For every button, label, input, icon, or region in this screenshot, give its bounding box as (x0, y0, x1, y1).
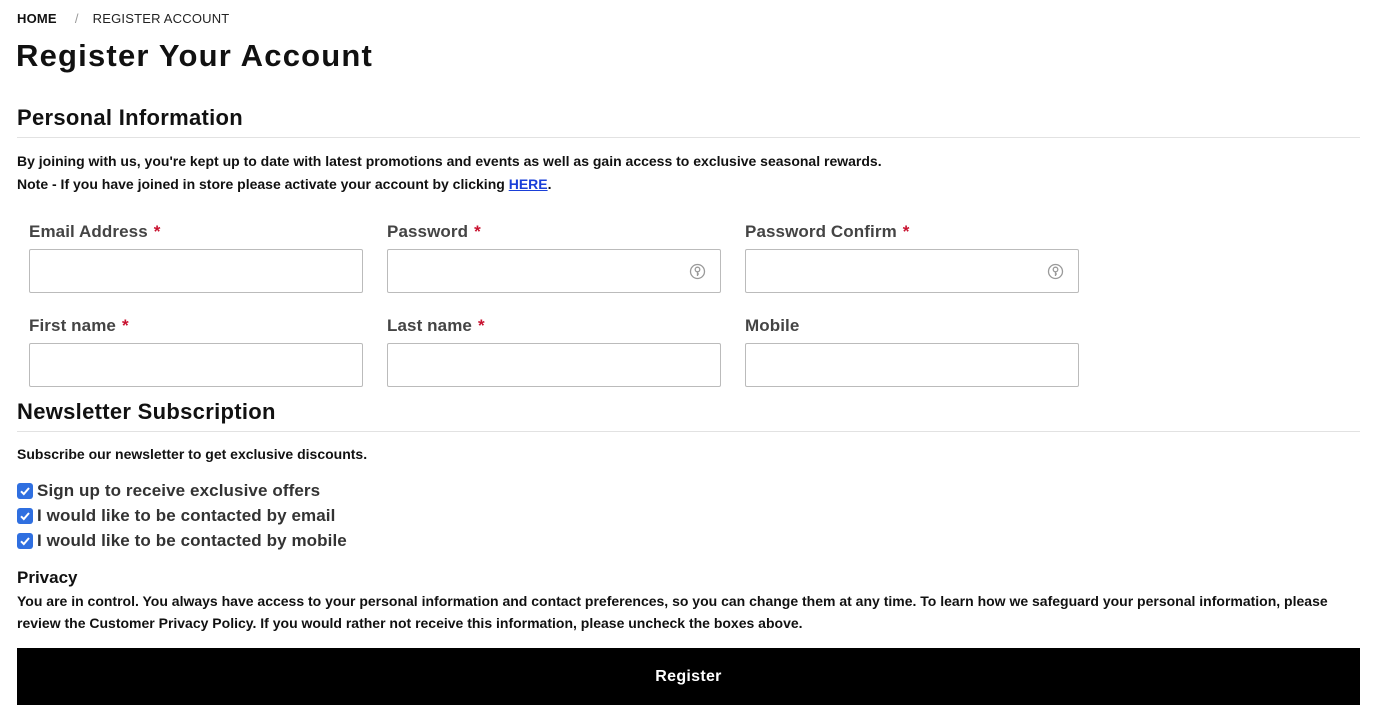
last-name-label-text: Last name (387, 316, 472, 335)
section-divider (17, 137, 1360, 138)
mobile-contact-checkbox-row[interactable] (17, 530, 347, 552)
first-name-field-group (29, 316, 363, 387)
required-marker: * (121, 316, 129, 335)
privacy-text: You are in control. You always have access to your personal information and contact preferences, so you can change them at any time. To learn how we safeguard your personal information, please review the Customer Privacy Policy. If you would rather not receive this information, please uncheck the boxes above. (17, 593, 1328, 631)
section-divider (17, 431, 1360, 432)
email-label (29, 222, 363, 244)
password-confirm-label-text: Password Confirm (745, 222, 897, 241)
checkmark-icon (19, 535, 31, 547)
offers-checkbox[interactable] (17, 483, 33, 499)
offers-checkbox-label[interactable]: Sign up to receive exclusive offers (37, 481, 321, 500)
last-name-field-group (387, 316, 721, 387)
mobile-contact-checkbox-label[interactable]: I would like to be contacted by mobile (37, 531, 347, 550)
privacy-heading: Privacy (17, 568, 78, 587)
page-title: Register Your Account (16, 38, 374, 73)
email-label-text: Email Address (29, 222, 148, 241)
password-label (387, 222, 721, 244)
password-input[interactable] (387, 249, 721, 293)
email-contact-checkbox[interactable] (17, 508, 33, 524)
intro-note-suffix: . (547, 176, 552, 192)
intro-line-1: By joining with us, you're kept up to date with latest promotions and events as well as gain access to exclusive seasonal rewards. (17, 153, 882, 169)
password-confirm-field-group (745, 222, 1079, 293)
intro-line-2 (17, 173, 882, 196)
required-marker: * (474, 222, 481, 241)
newsletter-description: Subscribe our newsletter to get exclusive discounts. (17, 446, 368, 462)
mobile-field-group (745, 316, 1079, 387)
first-name-label (29, 316, 363, 338)
password-field-group (387, 222, 721, 293)
last-name-input[interactable] (387, 343, 721, 387)
email-input[interactable] (29, 249, 363, 293)
last-name-label (387, 316, 721, 338)
mobile-label (745, 316, 1079, 338)
mobile-contact-checkbox[interactable] (17, 533, 33, 549)
activate-account-link[interactable]: HERE (508, 176, 548, 192)
password-label-text: Password (387, 222, 469, 241)
checkmark-icon (19, 485, 31, 497)
personal-intro (17, 150, 882, 196)
newsletter-heading: Newsletter Subscription (17, 399, 276, 424)
mobile-input[interactable] (745, 343, 1079, 387)
email-contact-checkbox-label[interactable]: I would like to be contacted by email (37, 506, 336, 525)
required-marker: * (478, 316, 485, 335)
personal-info-heading: Personal Information (17, 105, 244, 130)
required-marker: * (153, 222, 161, 241)
email-contact-checkbox-row[interactable] (17, 505, 335, 527)
offers-checkbox-row[interactable] (17, 480, 320, 502)
intro-note-text: Note - If you have joined in store please activate your account by clicking (17, 176, 509, 192)
breadcrumb-current: REGISTER ACCOUNT (92, 11, 230, 26)
password-key-icon[interactable] (689, 263, 706, 280)
breadcrumb (17, 11, 229, 26)
checkmark-icon (19, 510, 31, 522)
breadcrumb-separator: / (74, 11, 79, 26)
first-name-label-text: First name (29, 316, 116, 335)
password-confirm-input[interactable] (745, 249, 1079, 293)
password-confirm-label (745, 222, 1079, 244)
email-field-group (29, 222, 363, 293)
breadcrumb-home-link[interactable]: HOME (17, 11, 57, 26)
first-name-input[interactable] (29, 343, 363, 387)
password-confirm-key-icon[interactable] (1047, 263, 1064, 280)
mobile-label-text: Mobile (745, 316, 800, 335)
required-marker: * (902, 222, 910, 241)
register-button[interactable]: Register (17, 648, 1360, 705)
